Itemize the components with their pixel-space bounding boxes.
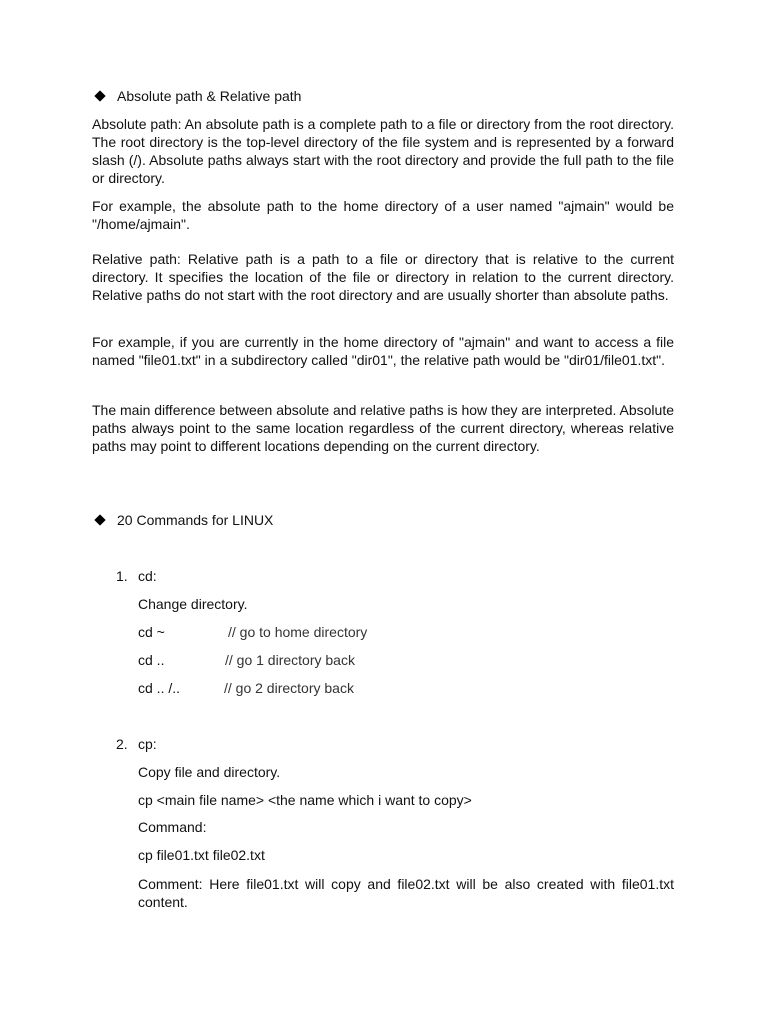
section-heading-paths [95, 88, 301, 104]
absolute-path-term: Absolute path: [92, 116, 182, 132]
example-comment: // go 2 directory back [224, 680, 354, 696]
command-comment: Comment: Here file01.txt will copy and file02.txt will be also created with file01.txt content. [138, 876, 674, 910]
command-heading-cp [116, 736, 157, 752]
diamond-bullet-icon [94, 90, 105, 101]
example-command: cd .. /.. [138, 680, 181, 696]
diamond-bullet-icon [94, 514, 105, 525]
command-syntax: cp <main file name> <the name which i want to copy> [138, 792, 472, 808]
command-description: Copy file and directory. [138, 764, 281, 780]
example-command: cd ~ [138, 624, 165, 640]
command-name: cd: [138, 568, 157, 584]
relative-path-example: For example, if you are currently in the home directory of "ajmain" and want to access a file named "file01.txt" in a subdirectory called "dir01", the relative path would be "dir01/file01.txt". [92, 334, 674, 368]
command-number: 1. [116, 568, 128, 584]
section-heading-text: 20 Commands for LINUX [117, 512, 274, 528]
section-heading-text: Absolute path & Relative path [117, 88, 302, 104]
command-name: cp: [138, 736, 157, 752]
command-description: Change directory. [138, 596, 248, 612]
absolute-path-paragraph [92, 115, 674, 187]
command-label: Command: [138, 819, 207, 835]
relative-path-term: Relative path: [92, 251, 181, 267]
example-command: cd .. [138, 652, 165, 668]
absolute-path-example: For example, the absolute path to the home directory of a user named "ajmain" would be "/home/ajmain". [92, 198, 674, 232]
relative-path-paragraph [92, 250, 674, 304]
command-heading-cd [116, 568, 157, 584]
command-number: 2. [116, 736, 128, 752]
example-comment: // go 1 directory back [225, 652, 355, 668]
section-heading-commands [95, 512, 273, 528]
relative-path-text: Relative path is a path to a file or directory that is relative to the current directory. It specifies the location of the file or directory in relation to the current directory. Relative paths do not start with the root directory and are usually shorter than absolute paths. [92, 251, 675, 303]
difference-paragraph: The main difference between absolute and relative paths is how they are interpreted. Absolute paths always point to the same location regardless of the current directory, whereas relative paths may point to different locations depending on the current directory. [92, 402, 674, 454]
example-command: cp file01.txt file02.txt [138, 847, 265, 863]
example-comment: // go to home directory [228, 624, 368, 640]
absolute-path-text: An absolute path is a complete path to a file or directory from the root directory. The root directory is the top-level directory of the file system and is represented by a forward slash (/). Absolute paths always start with the root directory and provide the full path to the file or directory. [92, 116, 675, 186]
